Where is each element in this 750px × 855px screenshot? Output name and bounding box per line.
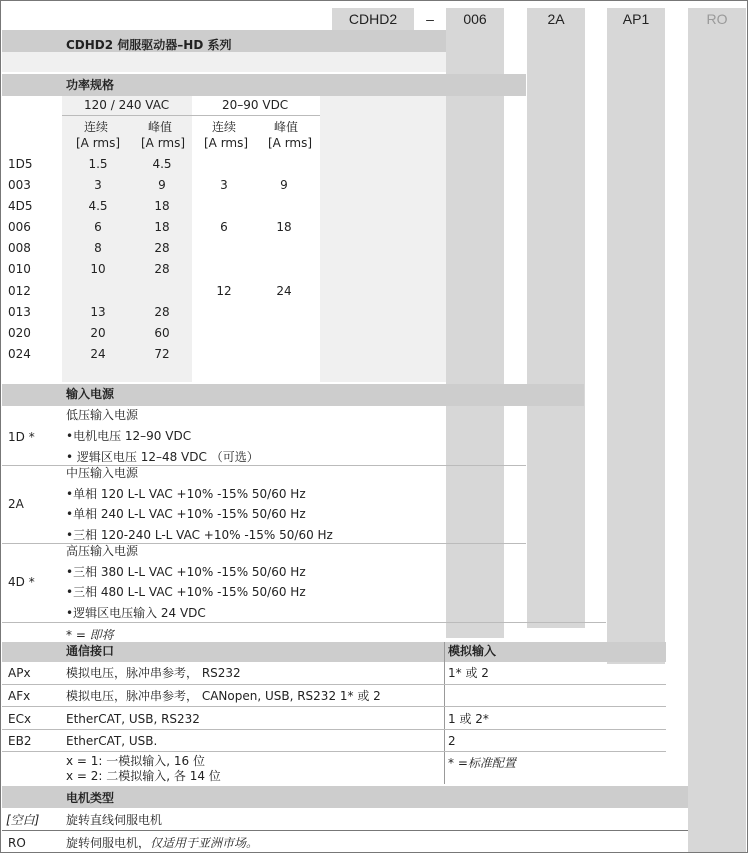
dc-peak-value: 9: [280, 178, 288, 192]
motor-desc-2b: 仅适用于亚洲市场。: [150, 836, 259, 850]
input-heading: 输入电源: [66, 387, 115, 401]
ac-peak-value: 28: [154, 241, 170, 255]
input-line: •逻辑区电压输入 24 VDC: [66, 606, 206, 620]
power-code: 020: [8, 326, 31, 340]
power-code: 1D5: [8, 157, 33, 171]
ac-peak-value: 28: [154, 305, 170, 319]
input-line: •单相 120 L-L VAC +10% -15% 50/60 Hz: [66, 487, 306, 501]
input-line: 低压输入电源: [66, 408, 139, 422]
input-line: •三相 380 L-L VAC +10% -15% 50/60 Hz: [66, 565, 306, 579]
motor-desc-1: 旋转直线伺服电机: [66, 813, 163, 827]
power-code: 006: [8, 220, 31, 234]
ac-cont-value: 8: [94, 241, 102, 255]
ac-header: 120 / 240 VAC: [84, 98, 170, 112]
comm-code: APx: [8, 666, 31, 680]
motor-desc-2a: 旋转伺服电机，: [66, 836, 151, 850]
ac-cont-value: 3: [94, 178, 102, 192]
power-code: 008: [8, 241, 31, 255]
dc-peak-unit: [A rms]: [268, 136, 313, 150]
ac-peak-value: 18: [154, 199, 170, 213]
ac-cont-value: 13: [90, 305, 106, 319]
input-line: •单相 240 L-L VAC +10% -15% 50/60 Hz: [66, 507, 306, 521]
power-code: 010: [8, 262, 31, 276]
power-code: 024: [8, 347, 31, 361]
code-c4: AP1: [622, 11, 650, 27]
input-line: 高压输入电源: [66, 544, 139, 558]
comm-analog: 1* 或 2: [448, 666, 489, 680]
dc-peak-value: 18: [276, 220, 292, 234]
power-code: 013: [8, 305, 31, 319]
comm-std-note: * =标准配置: [448, 756, 516, 770]
ac-cont-value: 4.5: [88, 199, 108, 213]
code-c2: 006: [463, 11, 487, 27]
input-line: 中压输入电源: [66, 466, 139, 480]
input-line: •三相 120-240 L-L VAC +10% -15% 50/60 Hz: [66, 528, 333, 542]
ac-cont-unit: [A rms]: [76, 136, 121, 150]
comm-analog: 2: [448, 734, 456, 748]
comm-heading: 通信接口: [66, 644, 115, 658]
code-c1: CDHD2: [348, 11, 398, 27]
input-line: • 逻辑区电压 12–48 VDC （可选）: [66, 450, 259, 464]
comm-x-note-2: x = 2: 二模拟输入, 各 14 位: [66, 769, 221, 783]
dc-peak-label: 峰值: [274, 120, 299, 134]
code-dash: –: [426, 11, 434, 27]
dc-cont-value: 3: [220, 178, 228, 192]
motor-code-ro: RO: [8, 836, 26, 850]
comm-x-note-1: x = 1: 一模拟输入, 16 位: [66, 754, 205, 768]
comm-code: AFx: [8, 689, 31, 703]
input-line: •电机电压 12–90 VDC: [66, 429, 192, 443]
power-heading: 功率规格: [66, 78, 115, 92]
dc-header: 20–90 VDC: [222, 98, 289, 112]
dc-cont-value: 12: [216, 284, 232, 298]
comm-desc: 模拟电压，脉冲串参考， CANopen, USB, RS232 1* 或 2: [66, 689, 381, 703]
ac-peak-value: 4.5: [152, 157, 172, 171]
ac-cont-label: 连续: [84, 120, 109, 134]
power-code: 012: [8, 284, 31, 298]
ac-peak-value: 72: [154, 347, 170, 361]
comm-desc: EtherCAT, USB.: [66, 734, 158, 748]
input-note: * = 即将: [66, 628, 114, 642]
comm-analog: 1 或 2*: [448, 712, 489, 726]
power-code: 4D5: [8, 199, 33, 213]
code-c5: RO: [706, 11, 728, 27]
ac-peak-unit: [A rms]: [141, 136, 186, 150]
motor-heading: 电机类型: [66, 791, 115, 805]
comm-code: ECx: [8, 712, 32, 726]
ac-cont-value: 6: [94, 220, 102, 234]
ac-peak-value: 28: [154, 262, 170, 276]
dc-peak-value: 24: [276, 284, 292, 298]
ac-peak-value: 9: [158, 178, 166, 192]
dc-cont-label: 连续: [212, 120, 237, 134]
ac-peak-value: 60: [154, 326, 170, 340]
comm-desc: 模拟电压，脉冲串参考， RS232: [66, 666, 241, 680]
input-code-1D: 1D *: [8, 430, 35, 444]
ac-peak-label: 峰值: [148, 120, 173, 134]
motor-code-blank: [空白]: [6, 813, 40, 827]
input-code-2A: 2A: [8, 497, 24, 511]
power-code: 003: [8, 178, 31, 192]
comm-code: EB2: [8, 734, 32, 748]
comm-desc: EtherCAT, USB, RS232: [66, 712, 200, 726]
analog-heading: 模拟输入: [448, 644, 497, 658]
input-code-4D: 4D *: [8, 575, 35, 589]
ac-cont-value: 20: [90, 326, 106, 340]
ac-cont-value: 1.5: [88, 157, 108, 171]
ac-cont-value: 10: [90, 262, 106, 276]
series-title: CDHD2 伺服驱动器–HD 系列: [66, 38, 232, 52]
input-line: •三相 480 L-L VAC +10% -15% 50/60 Hz: [66, 585, 306, 599]
ac-cont-value: 24: [90, 347, 106, 361]
dc-cont-unit: [A rms]: [204, 136, 249, 150]
dc-cont-value: 6: [220, 220, 228, 234]
code-c3: 2A: [547, 11, 565, 27]
ac-peak-value: 18: [154, 220, 170, 234]
